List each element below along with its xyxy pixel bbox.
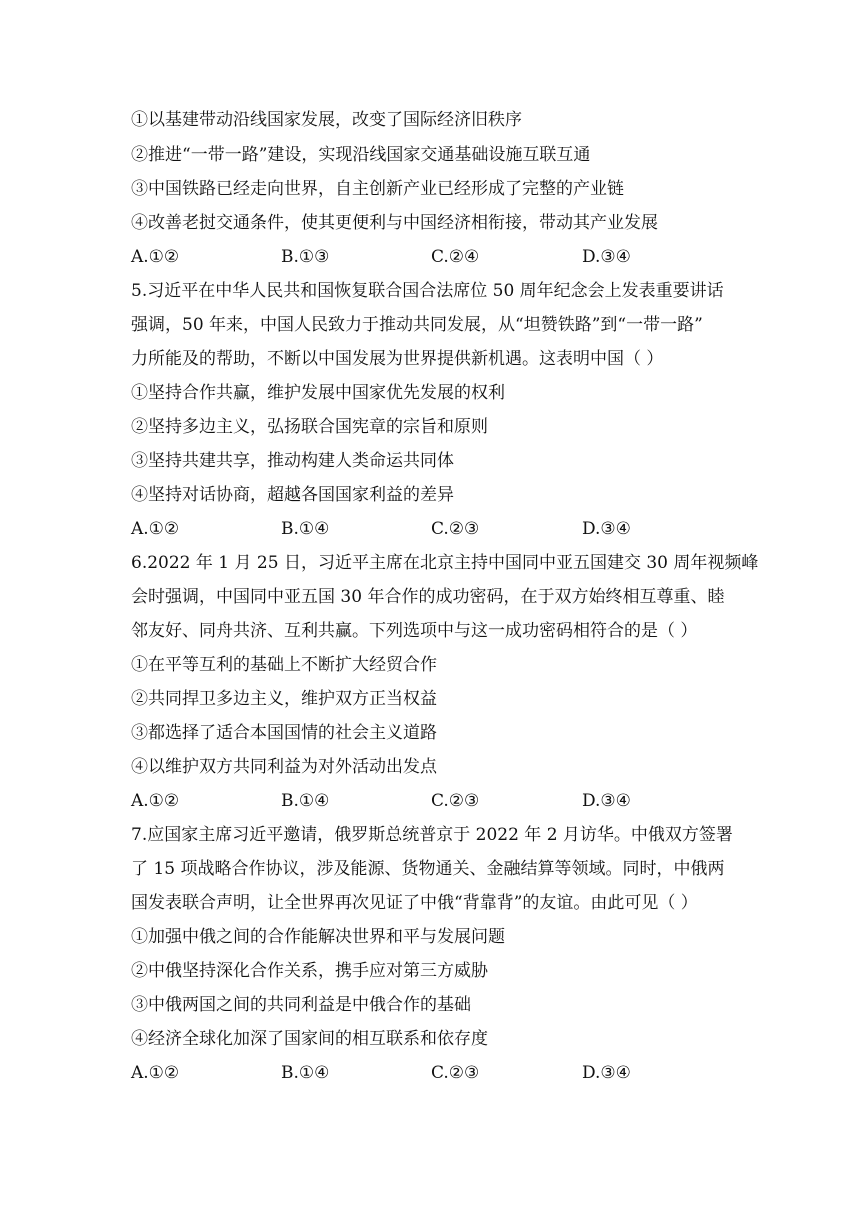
- q4-option-c: C.②④: [431, 247, 480, 267]
- q5-option-b: B.①④: [281, 519, 330, 539]
- q7-option-b: B.①④: [281, 1063, 330, 1083]
- q6-item-2: ②共同捍卫多边主义，维护双方正当权益: [131, 689, 437, 709]
- q4-item-4: ④改善老挝交通条件，使其更便利与中国经济相衔接，带动其产业发展: [131, 213, 658, 233]
- q7-item-1: ①加强中俄之间的合作能解决世界和平与发展问题: [131, 927, 505, 947]
- q5-option-c: C.②③: [431, 519, 480, 539]
- q4-options: [131, 247, 751, 267]
- q6-item-4: ④以维护双方共同利益为对外活动出发点: [131, 757, 437, 777]
- q5-options: [131, 519, 751, 539]
- q7-option-d: D.③④: [582, 1063, 631, 1083]
- q5-item-3: ③坚持共建共享，推动构建人类命运共同体: [131, 451, 454, 471]
- q6-option-d: D.③④: [582, 791, 631, 811]
- q5-item-1: ①坚持合作共赢，维护发展中国家优先发展的权利: [131, 383, 505, 403]
- q5-option-d: D.③④: [582, 519, 631, 539]
- q6-stem-line-3: 邻友好、同舟共济、互利共赢。下列选项中与这一成功密码相符合的是（ ）: [131, 621, 698, 641]
- q6-item-3: ③都选择了适合本国国情的社会主义道路: [131, 723, 437, 743]
- q5-option-a: A.①②: [131, 519, 180, 539]
- q7-stem-line-3: 国发表联合声明，让全世界再次见证了中俄“背靠背”的友谊。由此可见（ ）: [131, 893, 698, 913]
- q4-item-3: ③中国铁路已经走向世界，自主创新产业已经形成了完整的产业链: [131, 179, 624, 199]
- q4-option-b: B.①③: [281, 247, 330, 267]
- q6-item-1: ①在平等互利的基础上不断扩大经贸合作: [131, 655, 437, 675]
- q5-stem-line-1: 5.习近平在中华人民共和国恢复联合国合法席位 50 周年纪念会上发表重要讲话: [131, 281, 724, 301]
- q7-stem-line-2: 了 15 项战略合作协议，涉及能源、货物通关、金融结算等领域。同时，中俄两: [131, 859, 725, 879]
- q7-item-4: ④经济全球化加深了国家间的相互联系和依存度: [131, 1029, 488, 1049]
- q6-stem-line-1: 6.2022 年 1 月 25 日，习近平主席在北京主持中国同中亚五国建交 30 周年视频峰: [131, 553, 759, 573]
- q5-stem-line-3: 力所能及的帮助，不断以中国发展为世界提供新机遇。这表明中国（ ）: [131, 349, 664, 369]
- q5-item-4: ④坚持对话协商，超越各国国家利益的差异: [131, 485, 454, 505]
- q7-stem-line-1: 7.应国家主席习近平邀请，俄罗斯总统普京于 2022 年 2 月访华。中俄双方签署: [131, 825, 733, 845]
- q4-option-d: D.③④: [582, 247, 631, 267]
- q4-item-1: ①以基建带动沿线国家发展，改变了国际经济旧秩序: [131, 110, 522, 130]
- q7-item-2: ②中俄坚持深化合作关系，携手应对第三方威胁: [131, 961, 488, 981]
- q7-option-a: A.①②: [131, 1063, 180, 1083]
- q4-item-2: ②推进“一带一路”建设，实现沿线国家交通基础设施互联互通: [131, 145, 591, 165]
- q6-option-c: C.②③: [431, 791, 480, 811]
- q7-options: [131, 1063, 751, 1083]
- q5-stem-line-2: 强调，50 年来，中国人民致力于推动共同发展，从“坦赞铁路”到“一带一路”: [131, 315, 703, 335]
- q6-options: [131, 791, 751, 811]
- q6-option-b: B.①④: [281, 791, 330, 811]
- q4-option-a: A.①②: [131, 247, 180, 267]
- q5-item-2: ②坚持多边主义，弘扬联合国宪章的宗旨和原则: [131, 417, 488, 437]
- q7-option-c: C.②③: [431, 1063, 480, 1083]
- q6-stem-line-2: 会时强调，中国同中亚五国 30 年合作的成功密码，在于双方始终相互尊重、睦: [131, 587, 725, 607]
- q6-option-a: A.①②: [131, 791, 180, 811]
- q7-item-3: ③中俄两国之间的共同利益是中俄合作的基础: [131, 995, 471, 1015]
